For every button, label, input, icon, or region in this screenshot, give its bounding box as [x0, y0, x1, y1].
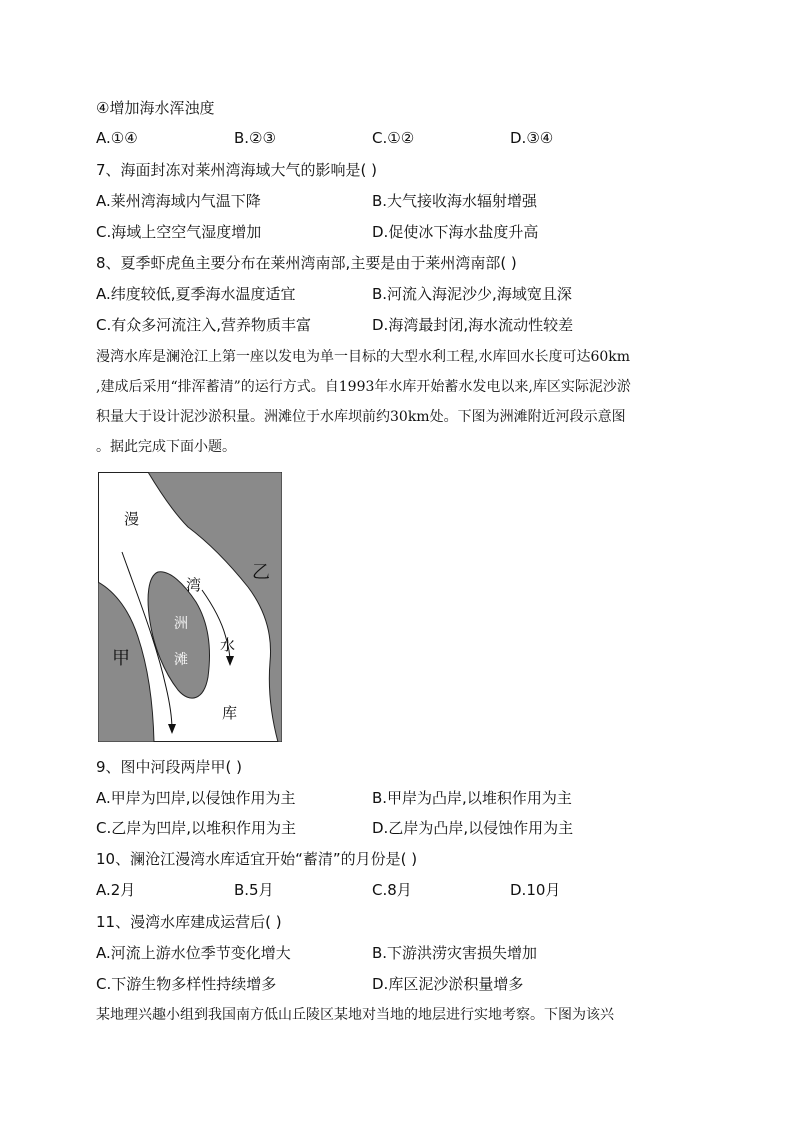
river-section-diagram — [98, 472, 282, 742]
q8-stem: 8、夏季虾虎鱼主要分布在莱州湾南部,主要是由于莱州湾南部( ) — [96, 254, 517, 272]
q9-stem: 9、图中河段两岸甲( ) — [96, 758, 243, 776]
q9-option-a: A.甲岸为凹岸,以侵蚀作用为主 — [96, 789, 296, 807]
q11-option-a: A.河流上游水位季节变化增大 — [96, 944, 291, 962]
q7-stem: 7、海面封冻对莱州湾海域大气的影响是( ) — [96, 161, 378, 179]
q11-stem: 11、漫湾水库建成运营后( ) — [96, 913, 282, 931]
q9-option-b: B.甲岸为凸岸,以堆积作用为主 — [372, 789, 572, 807]
q10-option-b: B.5月 — [234, 881, 274, 899]
q8-option-b: B.河流入海泥沙少,海域宽且深 — [372, 285, 572, 303]
q7-option-b: B.大气接收海水辐射增强 — [372, 192, 538, 210]
q6-option-c: C.①② — [372, 129, 415, 147]
q6-item-4: ④增加海水浑浊度 — [96, 99, 215, 117]
q11-option-b: B.下游洪涝灾害损失增加 — [372, 944, 538, 962]
q7-option-d: D.促使冰下海水盐度升高 — [372, 223, 539, 241]
label-ku: 库 — [222, 704, 238, 722]
passage2-line-1: 某地理兴趣小组到我国南方低山丘陵区某地对当地的地层进行实地考察。下图为该兴 — [96, 1007, 614, 1023]
q11-option-d: D.库区泥沙淤积量增多 — [372, 975, 524, 993]
q8-option-d: D.海湾最封闭,海水流动性较差 — [372, 316, 574, 334]
label-shui: 水 — [220, 636, 236, 654]
passage-line-1: 漫湾水库是澜沧江上第一座以发电为单一目标的大型水利工程,水库回水长度可达60km — [96, 349, 631, 365]
q8-option-c: C.有众多河流注入,营养物质丰富 — [96, 316, 312, 334]
q9-option-c: C.乙岸为凹岸,以堆积作用为主 — [96, 819, 297, 837]
passage-line-3: 积量大于设计泥沙淤积量。洲滩位于水库坝前约30km处。下图为洲滩附近河段示意图 — [96, 409, 626, 425]
q11-option-c: C.下游生物多样性持续增多 — [96, 975, 277, 993]
q6-option-b: B.②③ — [234, 129, 276, 147]
label-jia: 甲 — [112, 648, 130, 669]
q10-option-c: C.8月 — [372, 881, 412, 899]
q8-option-a: A.纬度较低,夏季海水温度适宜 — [96, 285, 296, 303]
label-yi: 乙 — [252, 562, 270, 583]
label-tan: 滩 — [174, 652, 188, 668]
q10-option-a: A.2月 — [96, 881, 136, 899]
label-man: 漫 — [124, 510, 140, 528]
q6-option-d: D.③④ — [510, 129, 554, 147]
q10-stem: 10、澜沧江漫湾水库适宜开始“蓄清”的月份是( ) — [96, 850, 418, 868]
passage-line-2: ,建成后采用“排浑蓄清”的运行方式。自1993年水库开始蓄水发电以来,库区实际泥沙淤 — [96, 379, 631, 395]
q7-option-a: A.莱州湾海域内气温下降 — [96, 192, 261, 210]
passage-line-4: 。据此完成下面小题。 — [96, 439, 236, 455]
q7-option-c: C.海域上空空气湿度增加 — [96, 223, 262, 241]
q9-option-d: D.乙岸为凸岸,以侵蚀作用为主 — [372, 819, 574, 837]
q10-option-d: D.10月 — [510, 881, 561, 899]
label-zhou: 洲 — [174, 616, 188, 632]
label-wan: 湾 — [186, 576, 202, 594]
q6-option-a: A.①④ — [96, 129, 138, 147]
